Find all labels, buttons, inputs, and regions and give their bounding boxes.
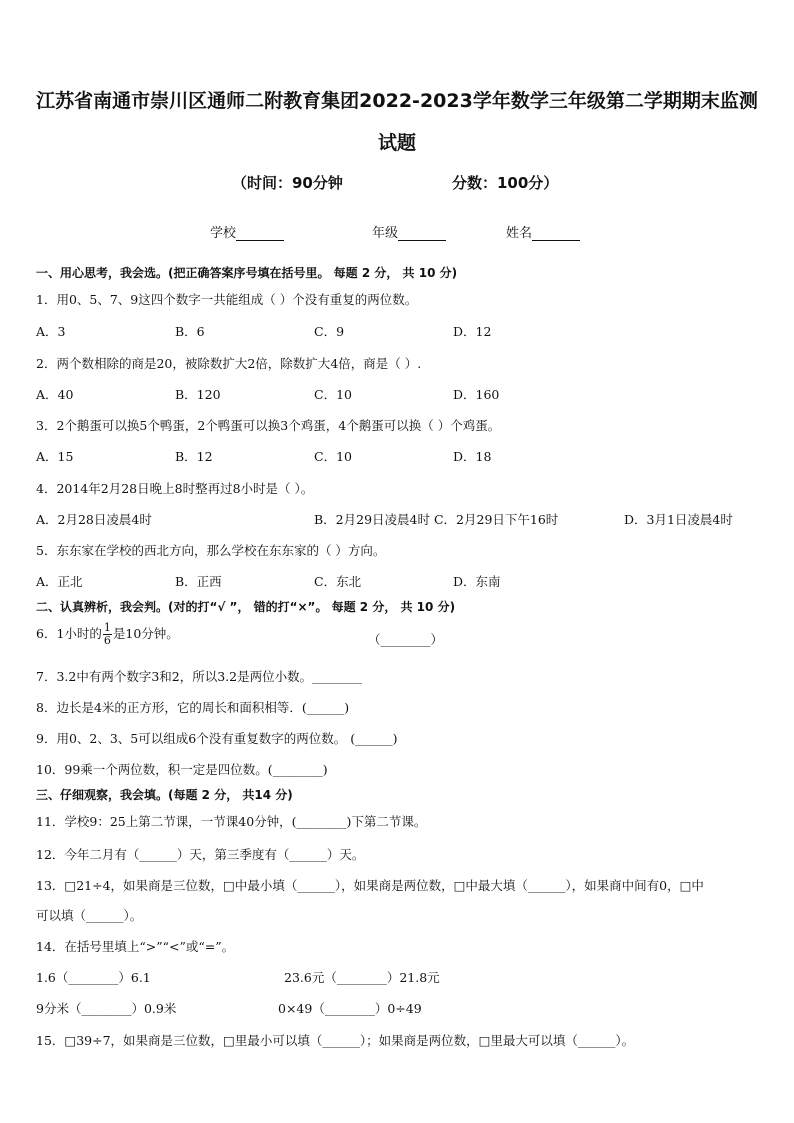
q14-compare-2: 23.6元（________）21.8元	[284, 970, 440, 985]
question-6	[36, 622, 179, 647]
q2-option-b: B．120	[175, 387, 221, 402]
grade-label: 年级	[372, 226, 399, 241]
name-blank[interactable]	[532, 228, 580, 241]
question-13-line1: 13．□21÷4，如果商是三位数，□中最小填（______），如果商是两位数，□中最大填（______），如果商中间有0，□中	[36, 878, 704, 893]
school-label: 学校	[210, 226, 237, 241]
question-12: 12．今年二月有（______）天，第三季度有（______）天。	[36, 847, 365, 862]
q14-compare-1: 1.6（________）6.1	[36, 970, 151, 985]
q1-option-b: B．6	[175, 324, 205, 339]
q5-option-c: C．东北	[314, 574, 362, 589]
question-13-line2: 可以填（______）。	[36, 908, 143, 923]
q2-option-d: D．160	[453, 387, 500, 402]
question-7: 7．3.2中有两个数字3和2，所以3.2是两位小数。________	[36, 669, 363, 684]
name-field	[506, 222, 580, 241]
q6-text-post: 是10分钟。	[112, 626, 179, 641]
question-8: 8．边长是4米的正方形，它的周长和面积相等．(______)	[36, 700, 350, 715]
fraction-one-sixth	[103, 622, 112, 647]
grade-field	[372, 222, 446, 241]
name-label: 姓名	[506, 226, 533, 241]
exam-score: 分数：100分）	[452, 174, 559, 192]
question-15: 15．□39÷7，如果商是三位数，□里最小可以填（______）；如果商是两位数，□里最大可以填（______）。	[36, 1033, 635, 1048]
q6-text-pre: 6．1小时的	[36, 626, 102, 641]
q3-option-b: B．12	[175, 449, 213, 464]
section-2-heading: 二、认真辨析，我会判。(对的打“√ ”， 错的打“×”。 每题 2 分， 共 10 分)	[36, 600, 456, 614]
question-3: 3．2个鹅蛋可以换5个鸭蛋，2个鸭蛋可以换3个鸡蛋，4个鹅蛋可以换（ ）个鸡蛋。	[36, 418, 501, 433]
question-1: 1．用0、5、7、9这四个数字一共能组成（ ）个没有重复的两位数。	[36, 292, 418, 307]
q5-option-b: B．正西	[175, 574, 222, 589]
q3-option-a: A．15	[36, 449, 74, 464]
q1-option-c: C．9	[314, 324, 345, 339]
question-2: 2．两个数相除的商是20，被除数扩大2倍，除数扩大4倍，商是（ ）.	[36, 356, 422, 371]
q4-option-d: D．3月1日凌晨4时	[624, 512, 733, 527]
section-1-heading: 一、用心思考，我会选。(把正确答案序号填在括号里。 每题 2 分， 共 10 分)	[36, 266, 458, 280]
question-14: 14．在括号里填上“>”“<”或“=”。	[36, 939, 235, 954]
q2-option-a: A．40	[36, 387, 74, 402]
grade-blank[interactable]	[398, 228, 446, 241]
q1-option-d: D．12	[453, 324, 492, 339]
q3-option-c: C．10	[314, 449, 352, 464]
q1-option-a: A．3	[36, 324, 66, 339]
question-9: 9．用0、2、3、5可以组成6个没有重复数字的两位数。 (______)	[36, 731, 398, 746]
q4-option-b-c: B．2月29日凌晨4时 C．2月29日下午16时	[314, 512, 559, 527]
q5-option-d: D．东南	[453, 574, 501, 589]
school-field	[210, 222, 284, 241]
q14-compare-3: 9分米（________）0.9米	[36, 1001, 177, 1016]
question-11: 11．学校9：25上第二节课，一节课40分钟，(________)下第二节课。	[36, 814, 427, 829]
exam-title-line2: 试题	[377, 132, 416, 154]
fraction-denominator: 6	[103, 634, 111, 647]
q2-option-c: C．10	[314, 387, 352, 402]
section-3-heading: 三、仔细观察，我会填。(每题 2 分， 共14 分)	[36, 788, 293, 802]
q14-compare-4: 0×49（________）0÷49	[278, 1001, 422, 1016]
question-5: 5．东东家在学校的西北方向，那么学校在东东家的（ ）方向。	[36, 543, 386, 558]
question-10: 10．99乘一个两位数，积一定是四位数。(________)	[36, 762, 328, 777]
q6-answer-blank[interactable]: （________）	[368, 632, 444, 647]
exam-title-line1: 江苏省南通市崇川区通师二附教育集团2022-2023学年数学三年级第二学期期末监测	[36, 90, 758, 112]
exam-time: （时间：90分钟	[232, 174, 343, 192]
school-blank[interactable]	[236, 228, 284, 241]
question-4: 4．2014年2月28日晚上8时整再过8小时是（ ）。	[36, 481, 314, 496]
q5-option-a: A．正北	[36, 574, 83, 589]
q3-option-d: D．18	[453, 449, 492, 464]
fraction-numerator: 1	[103, 621, 111, 634]
q4-option-a: A．2月28日凌晨4时	[36, 512, 152, 527]
